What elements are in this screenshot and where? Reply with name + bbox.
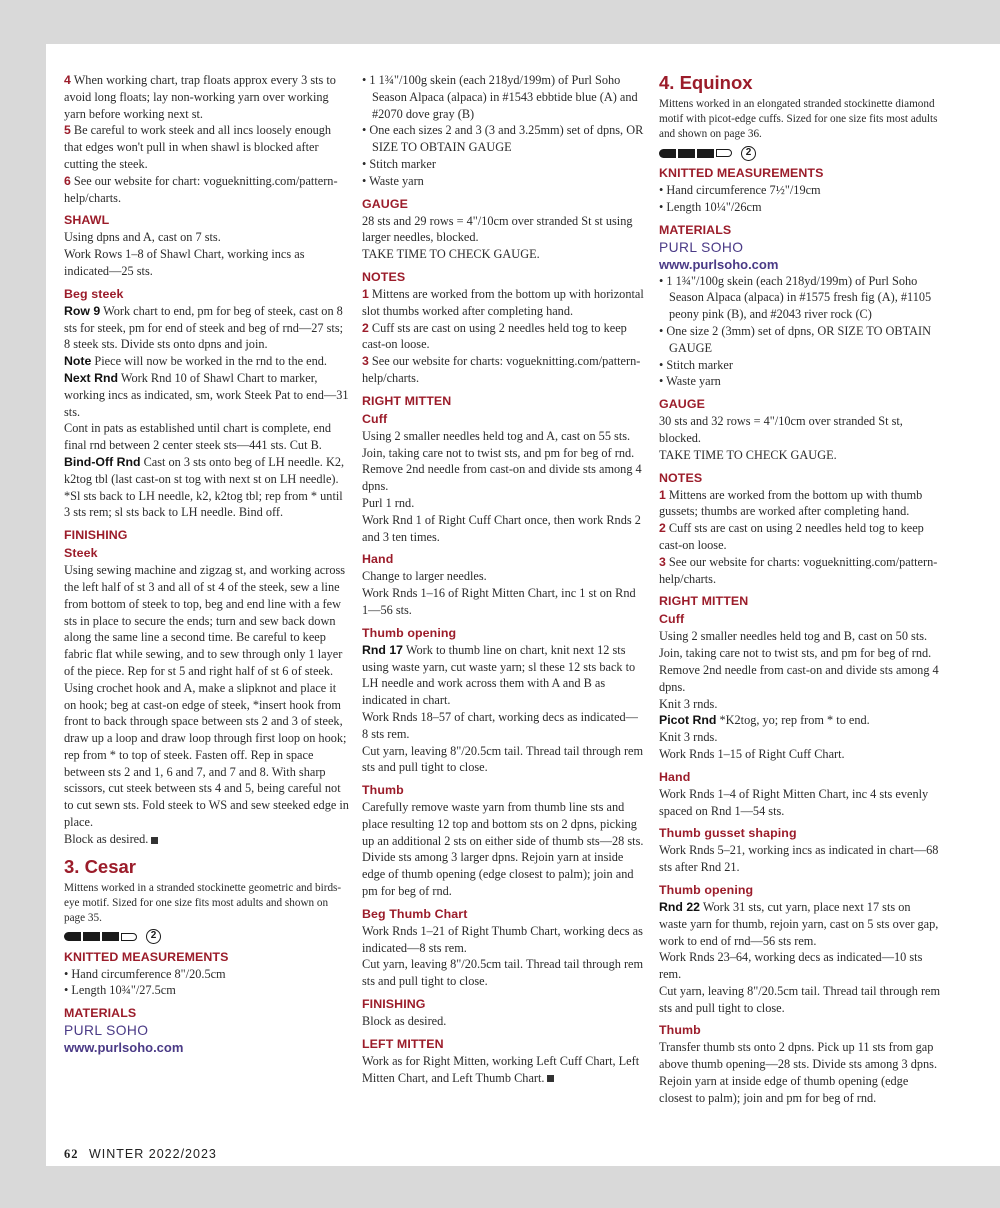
note-2: 2 Cuff sts are cast on using 2 needles held tog to keep cast-on loose.: [659, 521, 924, 552]
column-1: [64, 72, 350, 1056]
page-number: 62: [64, 1147, 79, 1161]
page-footer: [64, 1147, 217, 1162]
cesar-measurements-heading: KNITTED MEASUREMENTS: [64, 949, 229, 964]
rnd-23-text: Work Rnds 23–64, working decs as indicated—10 sts rem.: [659, 950, 923, 982]
materials-heading: MATERIALS: [659, 222, 732, 237]
note-3: 3 See our website for charts: vogueknitting.com/pattern-help/charts.: [362, 354, 641, 385]
end-mark: [151, 837, 158, 844]
rnd-18-text: Work Rnds 18–57 of chart, working decs as indicated—8 sts rem.: [362, 709, 638, 741]
list-item: • Hand circumference 8"/20.5cm: [64, 966, 226, 981]
list-item: • Hand circumference 7½"/19cm: [659, 183, 821, 197]
gauge-heading: GAUGE: [659, 397, 705, 412]
shawl-heading: SHAWL: [64, 213, 110, 228]
url-link[interactable]: www.purlsoho.com: [659, 256, 779, 272]
gauge-check: TAKE TIME TO CHECK GAUGE.: [659, 447, 837, 462]
right-mitten-heading: RIGHT MITTEN: [659, 594, 749, 609]
row-9: Row 9 Work chart to end, pm for beg of steek, cast on 8 sts for steek, pm for end of steek and beg of rnd—27 sts; 8 steek sts. Divide sts onto dpns and join.: [64, 303, 344, 352]
skill-bar-icon: [64, 932, 139, 941]
list-item: • One size 2 (3mm) set of dpns, OR SIZE TO OBTAIN GAUGE: [659, 323, 932, 355]
beg-steek-heading: Beg steek: [64, 286, 124, 301]
cesar-intro: Mittens worked in a stranded stockinette geometric and birds-eye motif. Sized for one size fits most adults and shown on page 35.: [64, 881, 342, 924]
cont-text: Cont in pats as established until chart is complete, end final rnd between 2 center steek sts—441 sts. Cut B.: [64, 421, 332, 453]
note-1: 1 Mittens are worked from the bottom up with horizontal slot thumbs worked after completing hand.: [362, 286, 644, 318]
note-6: 6 See our website for chart: vogueknitting.com/pattern-help/charts.: [64, 173, 338, 205]
note-1: 1 Mittens are worked from the bottom up with thumb gussets; thumbs are worked after completing hand.: [659, 487, 923, 519]
cuff-text: Using 2 smaller needles held tog and A, cast on 55 sts. Join, taking care not to twist sts, and pm for beg of rnd. Remove 2nd needle from cast-on and divide sts among 4 dpns.: [362, 428, 642, 494]
gauge-check: TAKE TIME TO CHECK GAUGE.: [362, 247, 540, 262]
equinox-title: 4. Equinox: [659, 72, 753, 93]
hand-text-2: Work Rnds 1–16 of Right Mitten Chart, inc 1 st on Rnd 1—56 sts.: [362, 586, 636, 617]
rating-badge: 2: [146, 929, 161, 944]
hand-text-1: Change to larger needles.: [362, 569, 487, 584]
cuff-heading: Cuff: [659, 612, 685, 627]
beg-thumb-chart-heading: Beg Thumb Chart: [362, 906, 468, 921]
note-text: Note Piece will now be worked in the rnd to the end.: [64, 354, 327, 369]
cesar-title: 3. Cesar: [64, 855, 136, 877]
bind-off-rnd: Bind-Off Rnd Cast on 3 sts onto beg of LH needle. K2, k2tog tbl (last cast-on st tog with next st on LH needle). *Sl sts back to LH needle, k2, k2tog tbl; rep from * until 3 sts rem; sl sts back to LH needle. Bind off.: [64, 454, 345, 520]
equinox-intro: Mittens worked in an elongated stranded stockinette diamond motif with picot-edge cuffs. Sized for one size fits most adults and shown on page 36.: [659, 98, 938, 140]
brand: PURL SOHO: [659, 239, 744, 255]
notes-heading: NOTES: [362, 269, 406, 284]
knit-3-rnds-2: Knit 3 rnds.: [659, 730, 718, 745]
note-4: 4 When working chart, trap floats approx every 3 sts to avoid long floats; lay non-working yarn over working yarn before working next st.: [64, 73, 336, 121]
magazine-page: [46, 44, 1000, 1166]
end-mark: [547, 1075, 554, 1082]
hand-heading: Hand: [362, 552, 394, 567]
list-item: • One each sizes 2 and 3 (3 and 3.25mm) set of dpns, OR SIZE TO OBTAIN GAUGE: [362, 123, 644, 155]
gauge-text: 30 sts and 32 rows = 4"/10cm over stranded St st, blocked.: [659, 414, 903, 445]
column-3: [659, 72, 941, 1107]
finishing-text: Block as desired.: [362, 1014, 447, 1029]
note-3: 3 See our website for charts: vogueknitting.com/pattern-help/charts.: [659, 554, 938, 586]
cut-text: Cut yarn, leaving 8"/20.5cm tail. Thread tail through rem sts and pull tight to close.: [362, 743, 644, 775]
rnd-17: Rnd 17 Work to thumb line on chart, knit next 12 sts using waste yarn, cut waste yarn; sl these 12 sts back to LH needle and work across them with A and B as indicated in chart.: [362, 642, 636, 708]
thumb-heading: Thumb: [362, 783, 404, 798]
left-mitten-text: Work as for Right Mitten, working Left Cuff Chart, Left Mitten Chart, and Left Thumb Chart.: [362, 1053, 640, 1085]
thumb-text: Carefully remove waste yarn from thumb line sts and place resulting 12 top and bottom sts on 2 dpns, picking up an additional 2 sts on either side of thumb sts—28 sts. Divide sts among 3 larger dpns. Rejoin yarn at inside edge of thumb opening (edge closest to palm); join and pm for beg of rnd.: [362, 800, 644, 899]
knit-3-rnds: Knit 3 rnds.: [659, 696, 718, 711]
gauge-heading: GAUGE: [362, 196, 408, 211]
steek-text: Using sewing machine and zigzag st, and working across the left half of st 3 and all of st 4 of the steek, sew a line from bottom of steek to top, beg and end line with a few sts in place to secure the ends; turn and sew back down along the same line a second time. Be careful to keep fabric flat while sewing, and to sew through only 1 layer of the piece. Rep for st 5 and right half of st 6 of steek. Using crochet hook and A, make a slipknot and place it on hook; beg at cast-on edge of steek, *insert hook from front to back through space between sts 2 and 3 of steek, draw up a loop and draw loop through first loop on hook; rep from * to top of steek. Fasten off. Rep in space between sts 2 and 1, 6 and 7, and 7 and 8. With sharp scissors, cut steek between sts 4 and 5, being careful not to cut sewn sts. Fold steek to WS and sew steeked edge in place.: [64, 563, 349, 830]
finishing-heading: FINISHING: [362, 997, 426, 1012]
skill-level: [64, 929, 350, 945]
cut-text-2: Cut yarn, leaving 8"/20.5cm tail. Thread tail through rem sts and pull tight to close.: [362, 957, 644, 989]
block-text: Block as desired.: [64, 831, 350, 848]
list-item: • Length 10¾"/27.5cm: [64, 983, 176, 998]
beg-thumb-text: Work Rnds 1–21 of Right Thumb Chart, working decs as indicated—8 sts rem.: [362, 923, 643, 955]
measurements-heading: KNITTED MEASUREMENTS: [659, 166, 824, 180]
materials-list: [659, 273, 941, 391]
notes-heading: NOTES: [659, 470, 703, 485]
next-rnd: Next Rnd Work Rnd 10 of Shawl Chart to marker, working incs as indicated, sm, work Steek Pat to end—31 sts.: [64, 370, 349, 419]
note-2: 2 Cuff sts are cast on using 2 needles held tog to keep cast-on loose.: [362, 320, 627, 352]
right-mitten-heading: RIGHT MITTEN: [362, 393, 452, 408]
cuff-text: Using 2 smaller needles held tog and B, cast on 50 sts. Join, taking care not to twist sts, and pm for beg of rnd. Remove 2nd needle from cast-on and divide sts among 4 dpns.: [659, 629, 939, 694]
list-item: • 1 1¾"/100g skein (each 218yd/199m) of Purl Soho Season Alpaca (alpaca) in #1543 ebbtide blue (A) and #2070 dove gray (B): [362, 73, 638, 121]
list-item: • Waste yarn: [362, 173, 424, 188]
cesar-measurements-list: [64, 966, 350, 1000]
issue-label: WINTER 2022/2023: [88, 1147, 217, 1161]
rating-badge: 2: [741, 146, 756, 161]
thumb-opening-heading: Thumb opening: [659, 882, 754, 897]
shawl-text-2: Work Rows 1–8 of Shawl Chart, working incs as indicated—25 sts.: [64, 247, 305, 278]
list-item: • Waste yarn: [659, 374, 721, 389]
finishing-heading: FINISHING: [64, 528, 128, 543]
cuff-work: Work Rnd 1 of Right Cuff Chart once, then work Rnds 2 and 3 ten times.: [362, 512, 641, 544]
picot-rnd: Picot Rnd *K2tog, yo; rep from * to end.: [659, 713, 870, 728]
purl-text: Purl 1 rnd.: [362, 495, 415, 510]
list-item: • Length 10¼"/26cm: [659, 199, 762, 214]
measurements-list: [659, 182, 941, 216]
cesar-brand: PURL SOHO: [64, 1023, 149, 1039]
cut-text: Cut yarn, leaving 8"/20.5cm tail. Thread tail through rem sts and pull tight to close.: [659, 983, 941, 1015]
rnd-22: Rnd 22 Work 31 sts, cut yarn, place next 17 sts on waste yarn for thumb, rejoin yarn, cast on 5 sts over gap, work to end of rnd—56 sts rem.: [659, 899, 939, 948]
skill-level: [659, 145, 941, 161]
gusset-text: Work Rnds 5–21, working incs as indicated in chart—68 sts after Rnd 21.: [659, 843, 939, 875]
cesar-materials-heading: MATERIALS: [64, 1006, 137, 1021]
column-2: [362, 72, 644, 1086]
thumb-heading: Thumb: [659, 1023, 701, 1038]
hand-heading: Hand: [659, 769, 691, 784]
thumb-opening-heading: Thumb opening: [362, 625, 457, 640]
list-item: • 1 1¾"/100g skein (each 218yd/199m) of Purl Soho Season Alpaca (alpaca) in #1575 fresh fig (A), #1105 peony pink (B), and #2043 river rock (C): [659, 273, 932, 322]
gauge-text: 28 sts and 29 rows = 4"/10cm over stranded St st using larger needles, blocked.: [362, 213, 633, 245]
thumb-text: Transfer thumb sts onto 2 dpns. Pick up 11 sts from gap above thumb opening—28 sts. Divide sts among 3 dpns. Rejoin yarn at inside edge of thumb opening (edge closest to palm); join and pm for beg of rnd.: [659, 1040, 938, 1105]
hand-text: Work Rnds 1–4 of Right Mitten Chart, inc 4 sts evenly spaced on Rnd 1—54 sts.: [659, 786, 929, 818]
shawl-text-1: Using dpns and A, cast on 7 sts.: [64, 230, 221, 245]
left-mitten-heading: LEFT MITTEN: [362, 1036, 444, 1051]
cesar-url-link[interactable]: www.purlsoho.com: [64, 1040, 184, 1056]
note-5: 5 Be careful to work steek and all incs loosely enough that edges won't pull in when shawl is blocked after cutting the steek.: [64, 123, 332, 171]
list-item: • Stitch marker: [659, 357, 733, 372]
cesar-materials-list: [362, 72, 644, 190]
thumb-gusset-heading: Thumb gusset shaping: [659, 826, 797, 841]
cuff-work: Work Rnds 1–15 of Right Cuff Chart.: [659, 746, 845, 761]
skill-bar-icon: [659, 149, 734, 158]
list-item: • Stitch marker: [362, 156, 436, 171]
steek-heading: Steek: [64, 546, 98, 561]
cuff-heading: Cuff: [362, 411, 388, 426]
